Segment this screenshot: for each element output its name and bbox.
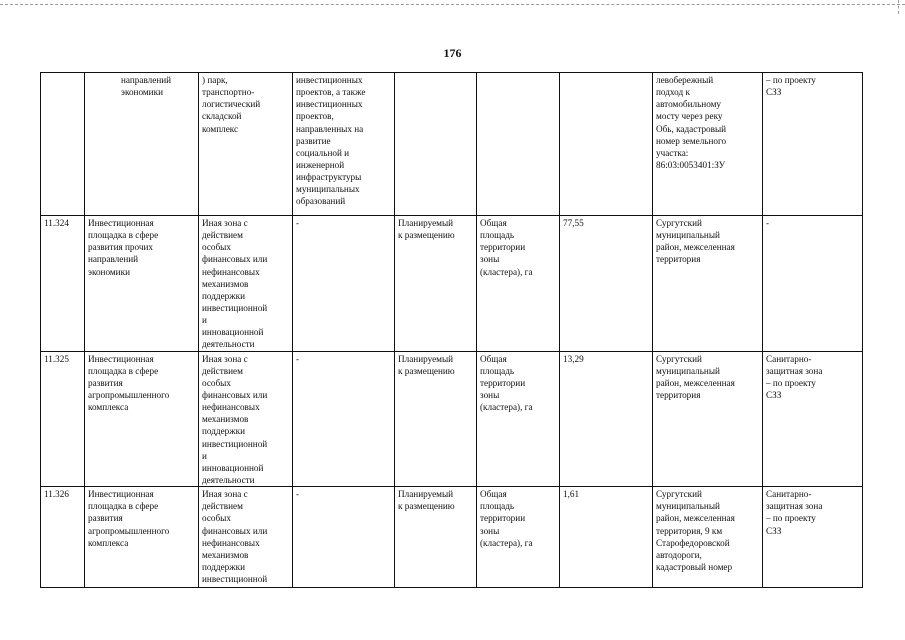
- cell-object-name: Инвестиционная площадка в сфере развития агропромышленного комплекса: [85, 487, 199, 588]
- cell-object-name: Инвестиционная площадка в сфере развития агропромышленного комплекса: [85, 351, 199, 487]
- cell-zone-kind: Иная зона с действием особых финансовых или нефинансовых механизмов поддержки инвестиционной и инновационной деятельности: [199, 351, 293, 487]
- cell-object-name: направлений экономики: [85, 73, 199, 216]
- cell-number: 11.324: [41, 216, 85, 352]
- cell-parameter: Общая площадь территории зоны (кластера), га: [477, 351, 560, 487]
- cell-location: Сургутский муниципальный район, межселенная территория: [653, 351, 763, 487]
- cell-value: [560, 73, 653, 216]
- cell-zone-kind: Иная зона с действием особых финансовых или нефинансовых механизмов поддержки инвестиционной: [199, 487, 293, 588]
- cell-status: [395, 73, 477, 216]
- cell-number: [41, 73, 85, 216]
- cell-purpose: -: [293, 487, 395, 588]
- cell-status: Планируемый к размещению: [395, 487, 477, 588]
- cell-value: 77,55: [560, 216, 653, 352]
- table-row: [41, 351, 863, 487]
- cell-protection-zone: – по проекту СЗЗ: [763, 73, 863, 216]
- cell-location: левобережный подход к автомобильному мосту через реку Обь, кадастровый номер земельного участка: 86:03:0053401:ЗУ: [653, 73, 763, 216]
- table-row: [41, 487, 863, 588]
- table-row: [41, 216, 863, 352]
- cell-zone-kind: ) парк, транспортно- логистический складской комплекс: [199, 73, 293, 216]
- table-row: [41, 73, 863, 216]
- cell-zone-kind: Иная зона с действием особых финансовых или нефинансовых механизмов поддержки инвестиционной и инновационной деятельности: [199, 216, 293, 352]
- cell-parameter: [477, 73, 560, 216]
- cell-protection-zone: Санитарно- защитная зона – по проекту СЗЗ: [763, 351, 863, 487]
- zones-table: [40, 72, 863, 588]
- cell-status: Планируемый к размещению: [395, 216, 477, 352]
- page-number: 176: [443, 46, 462, 60]
- scan-top-edge: [0, 4, 905, 6]
- cell-value: 1,61: [560, 487, 653, 588]
- cell-location: Сургутский муниципальный район, межселенная территория, 9 км Старофедоровской автодороги, кадастровый номер: [653, 487, 763, 588]
- cell-object-name: Инвестиционная площадка в сфере развития прочих направлений экономики: [85, 216, 199, 352]
- cell-value: 13,29: [560, 351, 653, 487]
- cell-purpose: инвестиционных проектов, а также инвестиционных проектов, направленных на развитие социальной и инженерной инфраструктуры муниципальных образований: [293, 73, 395, 216]
- cell-purpose: -: [293, 216, 395, 352]
- cell-parameter: Общая площадь территории зоны (кластера), га: [477, 216, 560, 352]
- cell-protection-zone: -: [763, 216, 863, 352]
- cell-purpose: -: [293, 351, 395, 487]
- cell-number: 11.326: [41, 487, 85, 588]
- cell-status: Планируемый к размещению: [395, 351, 477, 487]
- scan-right-edge: [898, 0, 900, 14]
- cell-protection-zone: Санитарно- защитная зона – по проекту СЗЗ: [763, 487, 863, 588]
- cell-location: Сургутский муниципальный район, межселенная территория: [653, 216, 763, 352]
- cell-number: 11.325: [41, 351, 85, 487]
- cell-parameter: Общая площадь территории зоны (кластера), га: [477, 487, 560, 588]
